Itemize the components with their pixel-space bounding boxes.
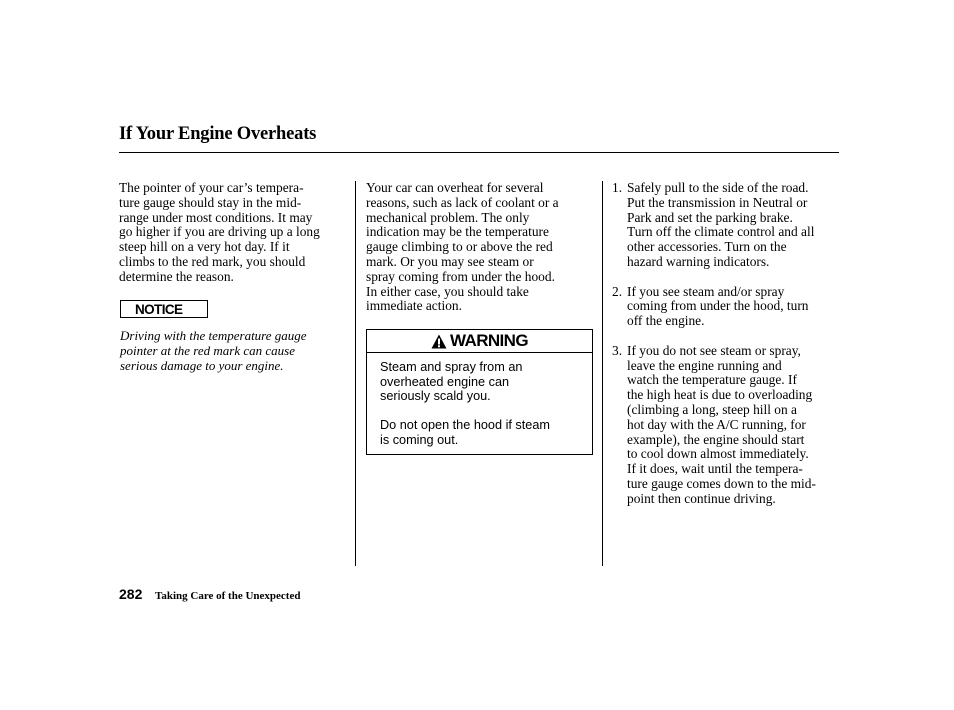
warning-body <box>380 360 580 462</box>
page-title: If Your Engine Overheats <box>119 124 317 144</box>
step-number: 1. <box>612 180 623 195</box>
step-text: If you do not see steam or spray, leave the engine running and watch the temperature gauge. If the high heat is due to overloading (climbing a long, steep hill on a hot day with the A/C running, for example), the engine should start to cool down almost immediately. If it does, wait until the tempera- ture gauge comes down to the mid- point then continue driving. <box>627 342 816 506</box>
page-number: 282 <box>119 586 143 602</box>
warning-triangle-icon <box>431 334 447 349</box>
overheat-causes-paragraph: Your car can overheat for several reasons, such as lack of coolant or a mechanical problem. The only indication may be the temperature gauge climbing to or above the red mark. Or you may see steam or spray coming from under the hood. In either case, you should take immediate action. <box>366 180 559 314</box>
step-text: If you see steam and/or spray coming from under the hood, turn off the engine. <box>627 283 809 329</box>
step-item <box>612 181 844 270</box>
column-divider-1 <box>355 181 356 566</box>
notice-text: Driving with the temperature gauge pointer at the red mark can cause serious damage to your engine. <box>120 328 307 373</box>
warning-paragraph: Do not open the hood if steam is coming out. <box>380 418 550 447</box>
column-middle <box>366 181 594 314</box>
step-item <box>612 285 844 329</box>
intro-paragraph: The pointer of your car’s tempera- ture gauge should stay in the mid- range under most conditions. It may go higher if you are driving up a long steep hill on a very hot day. If it climbs to the red mark, you should determine the reason. <box>119 180 320 284</box>
warning-label: WARNING <box>450 331 528 350</box>
section-name: Taking Care of the Unexpected <box>155 590 301 602</box>
warning-paragraph: Steam and spray from an overheated engine can seriously scald you. <box>380 360 523 404</box>
step-text: Safely pull to the side of the road. Put the transmission in Neutral or Park and set the parking brake. Turn off the climate control and all other accessories. Turn on the hazard warning indicators. <box>627 180 815 269</box>
steps-list <box>612 181 844 521</box>
warning-header <box>367 330 592 353</box>
column-left <box>119 181 347 285</box>
column-divider-2 <box>602 181 603 566</box>
notice-label: NOTICE <box>135 302 183 317</box>
step-item <box>612 344 844 507</box>
title-divider <box>119 152 839 153</box>
step-number: 2. <box>612 283 623 299</box>
step-number: 3. <box>612 342 623 358</box>
notice-box <box>120 300 208 318</box>
warning-box <box>366 329 593 455</box>
